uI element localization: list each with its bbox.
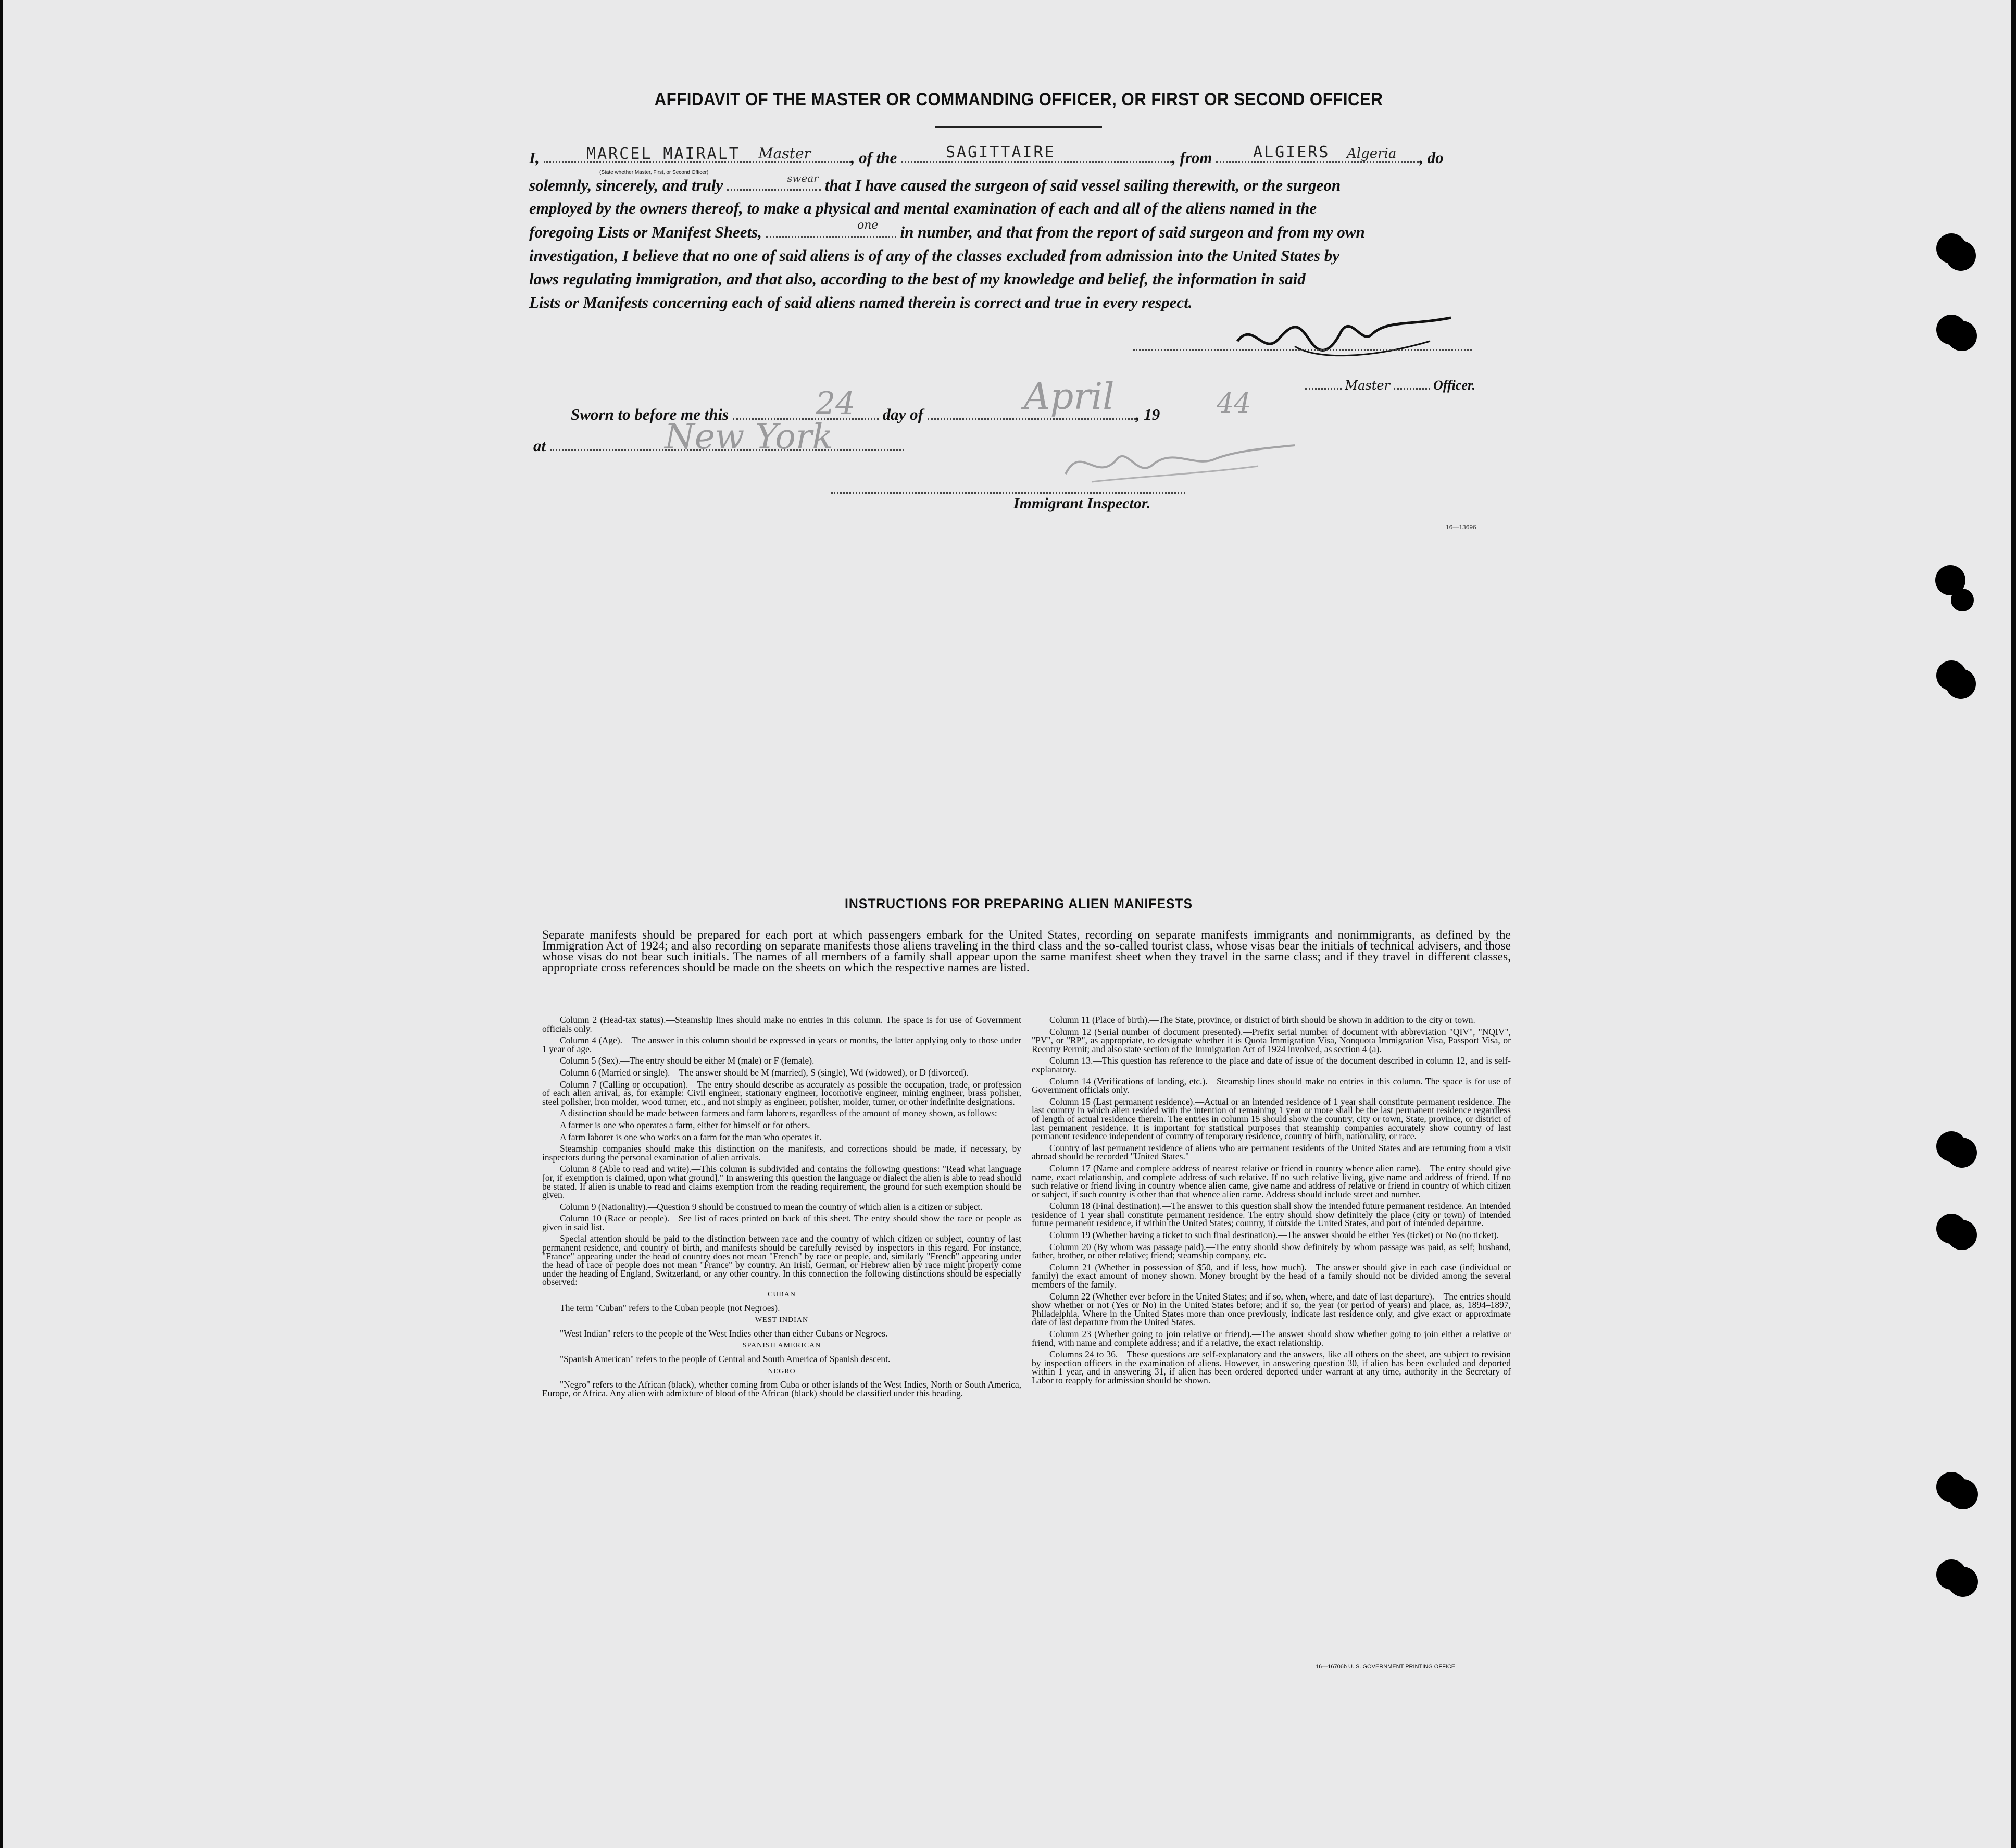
instruction-paragraph: Column 2 (Head-tax status).—Steamship lines should make no entries in this column. The space is for use of Government officials only. — [542, 1015, 1021, 1034]
cuban-heading: CUBAN — [767, 1291, 796, 1299]
instruction-paragraph: A distinction should be made between farmers and farm laborers, regardless of the amount of money shown, as follows: — [560, 1108, 997, 1119]
month-field — [928, 418, 1136, 420]
instruction-paragraph: Column 4 (Age).—The answer in this column should be expressed in years or months, the latter applying only to those under 1 year of age. — [542, 1035, 1021, 1054]
instruction-paragraph: Country of last permanent residence of aliens who are permanent residents of the United States and are returning from a visit abroad should be recorded "United States." — [1032, 1142, 1511, 1162]
master-name-handwriting: MARCEL MAIRALT — [586, 145, 740, 163]
instruction-paragraph: A farm laborer is one who works on a farm for the man who operates it. — [560, 1131, 822, 1142]
at-label: at — [533, 436, 546, 455]
officer-label: Officer. — [1433, 378, 1476, 393]
line4-a: foregoing Lists or Manifest Sheets, — [529, 223, 762, 241]
instruction-paragraph: A farmer is one who operates a farm, either for himself or for others. — [560, 1119, 810, 1130]
instructions-left-column — [542, 1016, 1021, 1401]
instruction-paragraph: Steamship companies should make this distinction on the manifests, and corrections should be made, if necessary, by inspectors during the personal examination of alien arrivals. — [542, 1143, 1021, 1163]
sworn-a: Sworn to before me this — [571, 405, 729, 423]
day-handwriting: 24 — [816, 385, 856, 422]
instruction-paragraph: Column 6 (Married or single).—The answer should be M (married), S (single), Wd (widowed), or D (divorced). — [560, 1067, 969, 1078]
instruction-paragraph: Column 15 (Last permanent residence).—Actual or an intended residence of 1 year shall constitute permanent residence. The last country in which alien resided with the intention of remaining 1 year or more shall be the last permanent residence regardless of length of actual residence therein. The entries in column 15 should show the country, city or town, State, province, or district of last permanent residence. It is important for statistical purposes that steamship companies accurately show country of last permanent residence independent of country of temporary residence, country of birth, nationality, or race. — [1032, 1096, 1511, 1142]
rank-dots — [1394, 388, 1430, 390]
punch-hole — [1947, 1220, 1977, 1250]
instructions-right-column — [1032, 1016, 1511, 1388]
west-indian-text: "West Indian" refers to the people of the West Indies other than either Cubans or Negroes. — [560, 1328, 888, 1339]
instructions-intro: Separate manifests should be prepared for each port at which passengers embark for the United States, recording on separate manifests immigrants and nonimmigrants, as defined by the Immigration Act of 1924; and also recording on separate manifests those aliens traveling in the third class and the so-called tourist class, whose visas bear the initials of technical advisers, and those whose visas do not bear such initials. The names of all members of a family shall appear upon the same manifest sheet when they travel in the same class; and if they travel in different classes, appropriate cross references should be made on the sheets on which the respective names are listed. — [542, 928, 1511, 975]
punch-hole — [1947, 321, 1977, 351]
signature-rank-row — [1305, 378, 1503, 393]
instruction-paragraph: Column 14 (Verifications of landing, etc.).—Steamship lines should make no entries in this column. The space is for use of Government officials only. — [1032, 1076, 1511, 1095]
affidavit-line-5: investigation, I believe that no one of said aliens is of any of the classes excluded from admission into the United States by — [529, 246, 1340, 265]
officer-note: (State whether Master, First, or Second Officer) — [599, 170, 709, 176]
line2-a: solemnly, sincerely, and truly — [529, 176, 723, 194]
form-code: 16—13696 — [1446, 523, 1476, 531]
affidavit-line-2 — [529, 176, 1508, 195]
count-handwriting: one — [857, 219, 879, 232]
count-field — [766, 236, 896, 238]
instruction-paragraph: Column 21 (Whether in possession of $50, and if less, how much).—The answer should give in each case (individual or family) the exact amount of money shown. Money brought by the head of a family should not be divided among the several members of the family. — [1032, 1262, 1511, 1290]
instruction-paragraph: Column 13.—This question has reference to the place and date of issue of the document described in column 12, and is self-explanatory. — [1032, 1055, 1511, 1075]
inspector-line — [831, 492, 1185, 494]
line4-b: in number, and that from the report of said surgeon and from my own — [900, 223, 1365, 241]
country-handwriting: Algeria — [1347, 146, 1397, 161]
instruction-paragraph: Columns 24 to 36.—These questions are self-explanatory and the answers, like all others on the sheet, are subject to revision by inspection officers in the examination of aliens. However, in answering question 30, if alien has been excluded and deported within 1 year, and in answering 31, if alien has been ordered deported under warrant at any time, authority in the Secretary of Labor to reapply for admission should be shown. — [1032, 1349, 1511, 1385]
instruction-paragraph: Special attention should be paid to the distinction between race and the country of which citizen or subject, country of last permanent residence, and country of birth, and manifests should be carefully revised by inspectors in this regard. For instance, "France" appearing under the head of country does not mean "French" by race or people, and, similarly "French" appearing under the head of race or people does not mean "France" by country. An Irish, German, or Hebrew alien by race might properly come under the heading of England, Switzerland, or any other country. In this connection the following distinctions should be especially observed: — [542, 1233, 1021, 1288]
vessel-handwriting: SAGITTAIRE — [946, 143, 1056, 161]
instruction-paragraph: Column 17 (Name and complete address of nearest relative or friend in country whence alien came).—The entry should give name, exact relationship, and complete address of such relative. If no such relative living, give name and address of friend. If no such relative or friend living in country whence alien came, give name and address of relative or friend in country of which citizen or subject, if such country is other than that whence alien came. Address should include street and number. — [1032, 1163, 1511, 1200]
affidavit-line-4 — [529, 223, 1508, 242]
inspector-signature — [1060, 438, 1300, 495]
instruction-paragraph: Column 9 (Nationality).—Question 9 should be construed to mean the country of which alien is a citizen or subject. — [560, 1201, 983, 1212]
signature-line — [1133, 349, 1472, 351]
cuban-text: The term "Cuban" refers to the Cuban people (not Negroes). — [560, 1302, 780, 1313]
year-prefix: , 19 — [1135, 405, 1160, 423]
punch-hole — [1951, 589, 1974, 611]
rank-dots — [1305, 388, 1342, 390]
west-indian-heading: WEST INDIAN — [755, 1316, 809, 1325]
place-handwriting: New York — [665, 417, 833, 457]
signature-rank-handwriting: Master — [1345, 378, 1391, 393]
instruction-paragraph: Column 19 (Whether having a ticket to such final destination).—The answer should be either Yes (ticket) or No (no ticket). — [1049, 1230, 1499, 1241]
instruction-paragraph: Column 20 (By whom was passage paid).—The entry should show definitely by whom passage was paid, as self; husband, father, brother, or other relative; friend; steamship company, etc. — [1032, 1241, 1511, 1261]
swear-handwriting: swear — [787, 172, 819, 184]
inspector-label: Immigrant Inspector. — [1013, 495, 1151, 512]
instruction-paragraph: Column 22 (Whether ever before in the United States; and if so, when, where, and date of last departure).—The entries should show whether or not (Yes or No) in the United States before; and if so, the year (or period of years) and place, as, 1894–1897, Philadelphia. Where in the United States more than once previously, indicate last residence only, and give exact or approximate date of last departure from the United States. — [1032, 1291, 1511, 1328]
punch-hole — [1948, 1479, 1978, 1509]
sworn-b: day of — [882, 405, 923, 423]
instruction-paragraph: Column 12 (Serial number of document presented).—Prefix serial number of document with abbreviation "QIV", "NQIV", "PV", or "RP", as appropriate, to designate whether it is Quota Immigration Visa, Nonquota Immigration Visa, Passport Visa, or Reentry Permit; and also state section of the Immigration Act of 1924 involved, as section 4 (a). — [1032, 1026, 1511, 1054]
instruction-paragraph: Column 10 (Race or people).—See list of races printed on back of this sheet. The entry should show the race or people as given in said list. — [542, 1213, 1021, 1232]
instruction-paragraph: Column 5 (Sex).—The entry should be either M (male) or F (female). — [560, 1055, 815, 1066]
affidavit-line-7: Lists or Manifests concerning each of said aliens named therein is correct and true in every respect. — [529, 293, 1193, 311]
port-handwriting: ALGIERS — [1253, 143, 1330, 161]
rank-handwriting: Master — [758, 145, 811, 162]
manifest-page — [3, 0, 2011, 1848]
label-of-the: , of the — [850, 148, 897, 167]
instruction-paragraph: Column 23 (Whether going to join relative or friend).—The answer should show whether going to join either a relative or friend, with name and complete address; and if a relative, the exact relationship. — [1032, 1329, 1511, 1348]
instruction-paragraph: Column 8 (Able to read and write).—This column is subdivided and contains the following questions: "Read what language [or, if exemption is claimed, upon what ground]." In answering this question the language or dialect the alien is able to read should be stated. If alien is unable to read and claims exemption from the reading requirement, the ground for such exemption should be given. — [542, 1164, 1021, 1201]
punch-hole — [1947, 1138, 1977, 1168]
label-do: , do — [1419, 148, 1444, 167]
punch-hole — [1946, 241, 1976, 271]
vessel-field — [901, 161, 1172, 163]
label-from: , from — [1172, 148, 1212, 167]
line2-b: that I have caused the surgeon of said vessel sailing therewith, or the surgeon — [824, 176, 1341, 194]
instruction-paragraph: Column 18 (Final destination).—The answer to this question shall show the intended future permanent residence. An intended residence of 1 year shall constitute permanent residence. The entry should show definitely the place (city or town) of intended future permanent residence, if within the United States; country, if outside the United States, and port of intended departure. — [1032, 1201, 1511, 1229]
punch-hole — [1946, 669, 1976, 699]
affidavit-line-6: laws regulating immigration, and that also, according to the best of my knowledge and belief, the information in said — [529, 270, 1306, 288]
instruction-paragraph: Column 7 (Calling or occupation).—The entry should describe as accurately as possible the occupation, trade, or profession of each alien arrival, as, for example: Civil engineer, stationary engineer, locomotive engineer, mining engineer, brass polisher, steel polisher, iron molder, wood turner, etc., and not simply as engineer, polisher, molder, turner, or other indefinite designations. — [542, 1079, 1021, 1107]
punch-hole — [1948, 1567, 1978, 1597]
instruction-paragraph: Column 11 (Place of birth).—The State, province, or district of birth should be shown in addition to the city or town. — [1049, 1015, 1475, 1025]
year-handwriting: 44 — [1217, 388, 1251, 419]
affidavit-line-3: employed by the owners thereof, to make a physical and mental examination of each and all of the aliens named in the — [529, 199, 1317, 217]
month-handwriting: April — [1024, 375, 1115, 418]
label-i: I, — [529, 148, 540, 167]
spanish-american-text: "Spanish American" refers to the people of Central and South America of Spanish descent. — [560, 1354, 891, 1364]
affidavit-title: AFFIDAVIT OF THE MASTER OR COMMANDING OFFICER, OR FIRST OR SECOND OFFICER — [654, 90, 1383, 109]
printing-office-footer: 16—16706b U. S. GOVERNMENT PRINTING OFFICE — [1316, 1664, 1456, 1670]
title-rule — [935, 126, 1102, 128]
swear-field — [727, 189, 821, 191]
port-field — [1216, 161, 1419, 163]
negro-heading: NEGRO — [768, 1367, 796, 1376]
negro-text: "Negro" refers to the African (black), whether coming from Cuba or other islands of the West Indies, North or South America, Europe, or Africa. Any alien with admixture of blood of the African (black) should be classified under this heading. — [542, 1379, 1021, 1399]
master-signature — [1232, 310, 1456, 367]
spanish-american-heading: SPANISH AMERICAN — [742, 1342, 821, 1350]
instructions-title: INSTRUCTIONS FOR PREPARING ALIEN MANIFESTS — [845, 896, 1193, 911]
